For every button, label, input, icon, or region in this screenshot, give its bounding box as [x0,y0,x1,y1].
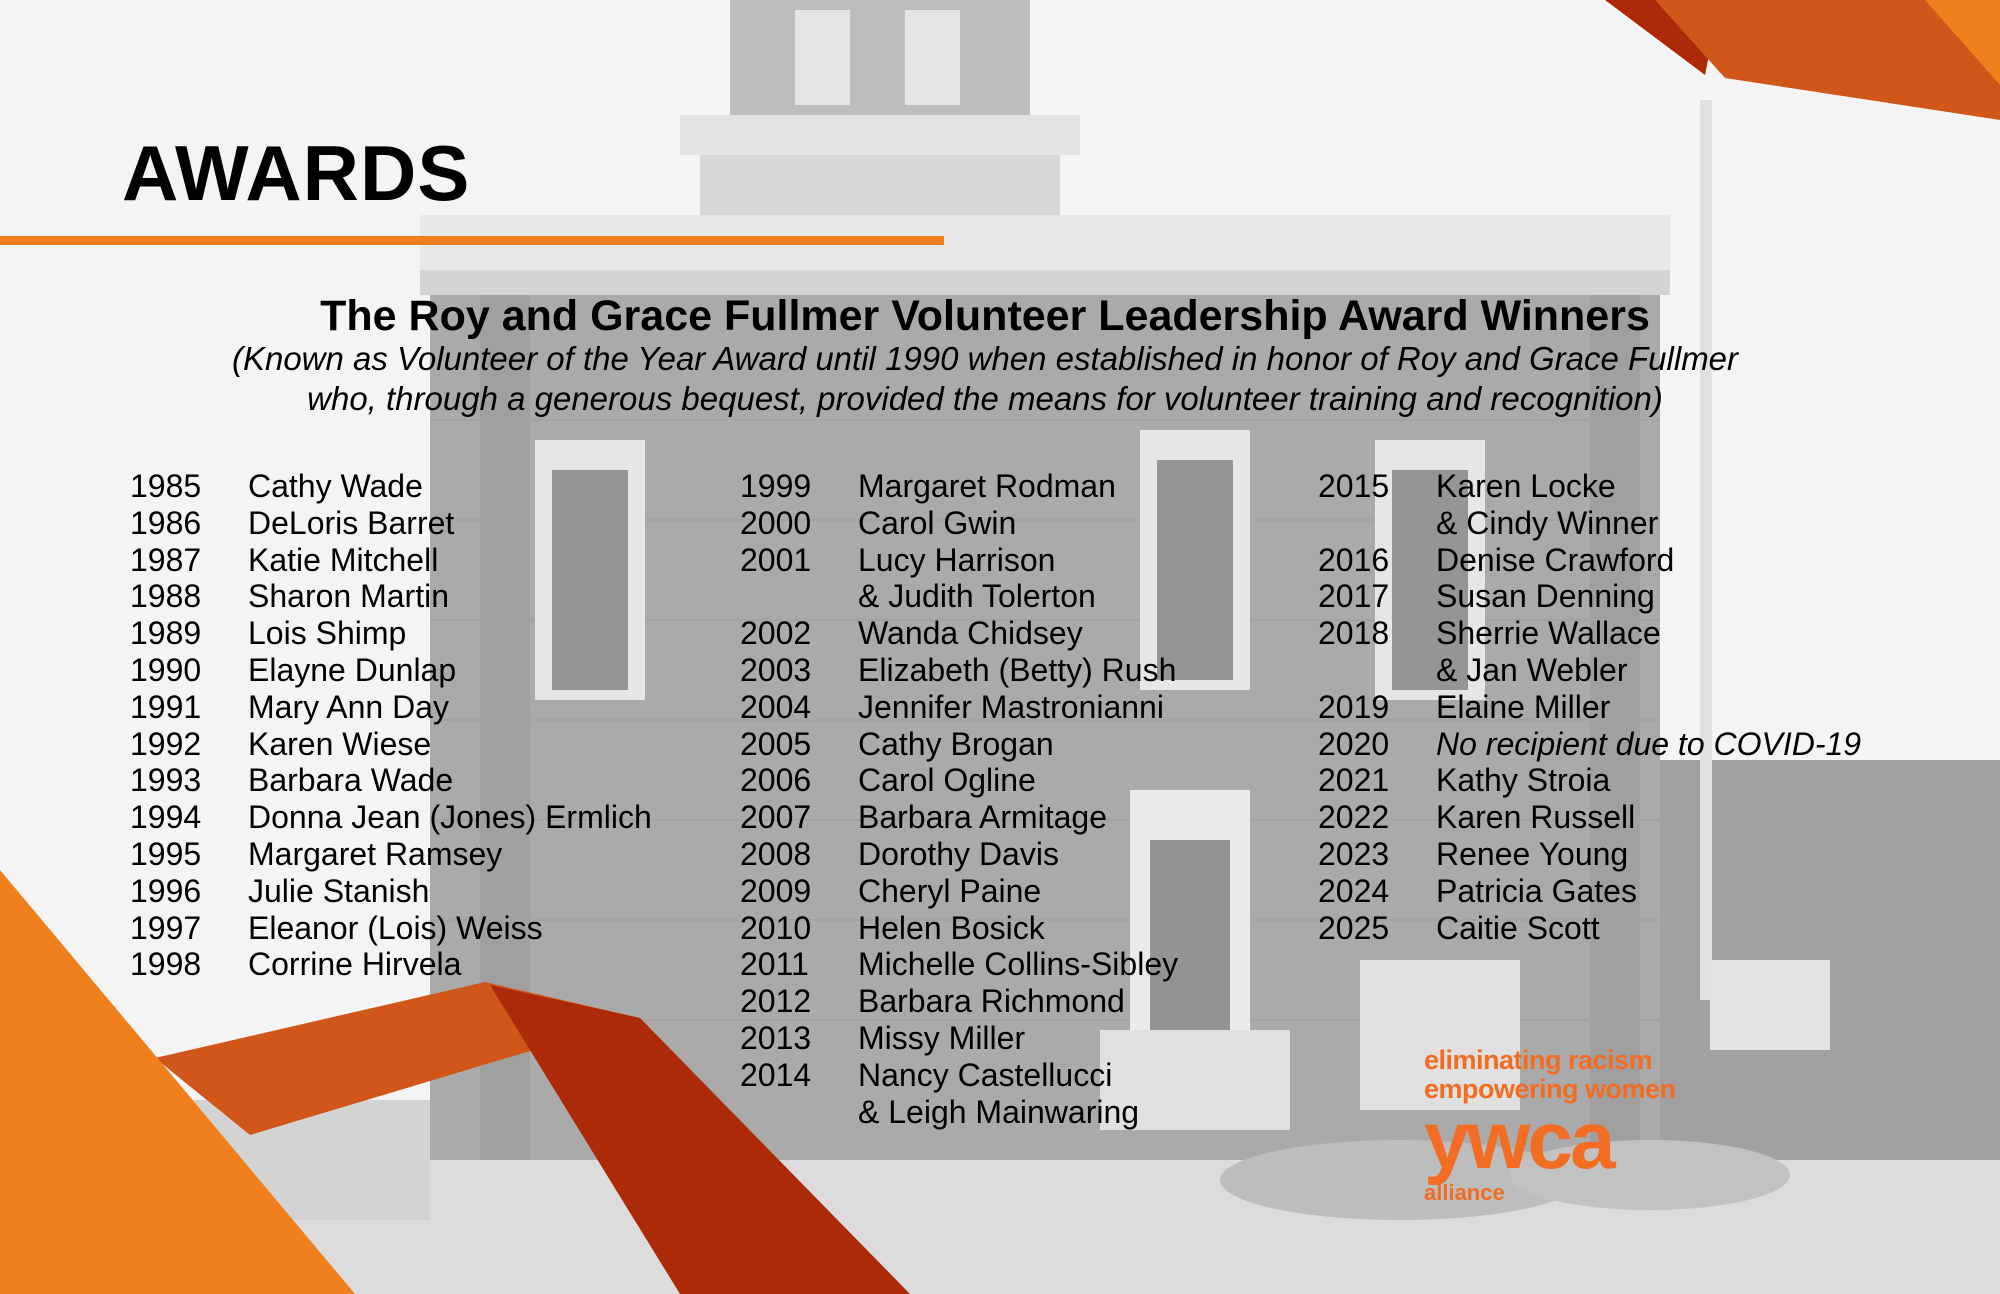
winner-name: No recipient due to COVID-19 [1436,725,1862,762]
winner-year: 1998 [130,946,202,983]
winner-name: Elaine Miller [1436,688,1611,725]
winner-row [1318,799,1861,836]
winner-name: Mary Ann Day [248,688,449,725]
winner-row [130,762,652,799]
winner-row [740,836,1178,873]
winner-row [740,726,1178,763]
winner-name: Susan Denning [1436,578,1655,615]
winner-name: Denise Crawford [1436,541,1675,578]
winner-name: Patricia Gates [1436,872,1637,909]
winner-year: 1995 [130,835,202,872]
winner-year: 2019 [1318,688,1390,725]
winner-name: Carol Gwin [858,504,1017,541]
winner-name: Helen Bosick [858,909,1045,946]
winner-name: & Leigh Mainwaring [858,1093,1140,1130]
winner-name: & Jan Webler [1436,651,1628,688]
winner-name: Cathy Brogan [858,725,1054,762]
winner-name: DeLoris Barret [248,504,455,541]
award-subtitle-line1: (Known as Volunteer of the Year Award until 1990 when established in honor of Roy and Grace Fullmer [231,340,1739,377]
logo-tagline-2: empowering women [1424,1074,1676,1104]
winner-name: Elizabeth (Betty) Rush [858,651,1177,688]
winner-year: 2012 [740,983,812,1020]
winner-name: Julie Stanish [248,872,430,909]
winner-row [740,652,1178,689]
winner-name: Lucy Harrison [858,541,1056,578]
winner-name: Dorothy Davis [858,835,1059,872]
winner-name: Margaret Rodman [858,468,1116,504]
winner-row [130,652,652,689]
winner-row [740,1020,1178,1057]
winner-row [130,578,652,615]
winner-row [1318,468,1861,505]
winner-name: Barbara Richmond [858,983,1125,1020]
winner-year: 2011 [740,946,809,983]
winner-row [130,505,652,542]
winner-row [1318,652,1861,689]
winner-year: 2013 [740,1019,812,1056]
winner-name: Caitie Scott [1436,909,1600,946]
winner-row [740,1057,1178,1094]
winner-name: Elayne Dunlap [248,651,457,688]
winner-name: Barbara Armitage [858,799,1108,836]
winner-year: 1993 [130,762,202,799]
winner-row [740,542,1178,579]
winner-name: Karen Russell [1436,799,1636,836]
winner-year: 1985 [130,468,202,504]
winner-name: Michelle Collins-Sibley [858,946,1179,983]
winner-year: 2006 [740,762,812,799]
winner-row [1318,873,1861,910]
winner-year: 2014 [740,1056,812,1093]
winner-name: & Judith Tolerton [858,578,1096,615]
winner-row [740,615,1178,652]
winner-year: 2007 [740,799,812,836]
winner-year: 2000 [740,504,812,541]
winner-year: 2002 [740,615,812,652]
winner-row [740,468,1178,505]
winner-year: 1986 [130,504,202,541]
winner-row [740,1094,1178,1131]
winner-row [1318,689,1861,726]
winner-year: 2004 [740,688,812,725]
winner-year: 1988 [130,578,202,615]
winner-year: 2015 [1318,468,1390,504]
winner-year: 2025 [1318,909,1390,946]
winner-year: 2020 [1318,725,1390,762]
winner-year: 2009 [740,872,812,909]
winner-name: Cheryl Paine [858,872,1042,909]
winner-year: 1996 [130,872,202,909]
winner-row [130,726,652,763]
winner-row [740,689,1178,726]
winner-row [130,910,652,947]
award-subtitle-line2: who, through a generous bequest, provided the means for volunteer training and recognition) [307,380,1663,417]
winner-row [740,762,1178,799]
logo-alliance: alliance [1424,1180,1505,1205]
winner-name: Katie Mitchell [248,541,439,578]
winner-name: Margaret Ramsey [248,835,503,872]
winner-year: 1987 [130,541,202,578]
winner-row [740,910,1178,947]
winner-name: & Cindy Winner [1436,504,1659,541]
winner-row [1318,836,1861,873]
heading-underline [0,236,944,245]
winner-row [130,836,652,873]
winner-year: 1994 [130,799,202,836]
winner-row [1318,726,1861,763]
winner-year: 2018 [1318,615,1390,652]
winner-year: 2001 [740,541,812,578]
winners-column-3 [1318,468,1861,946]
winner-row [1318,542,1861,579]
winner-row [130,946,652,983]
winner-row [130,468,652,505]
winner-year: 2010 [740,909,812,946]
winner-year: 1999 [740,468,812,504]
winner-name: Eleanor (Lois) Weiss [248,909,543,946]
winner-year: 2005 [740,725,812,762]
winner-name: Cathy Wade [248,468,423,504]
winner-name: Nancy Castellucci [858,1056,1113,1093]
winner-name: Wanda Chidsey [858,615,1083,652]
page-heading: AWARDS [122,129,471,217]
award-title: The Roy and Grace Fullmer Volunteer Leadership Award Winners [320,292,1650,340]
winner-year: 2008 [740,835,812,872]
winner-name: Barbara Wade [248,762,454,799]
winner-name: Karen Locke [1436,468,1616,504]
winner-year: 2021 [1318,762,1390,799]
winner-year: 2003 [740,651,812,688]
winner-row [740,505,1178,542]
winner-row [1318,762,1861,799]
winners-column-2 [740,468,1178,1130]
winner-row [740,946,1178,983]
winner-row [130,689,652,726]
logo-brand: ywca [1424,1095,1613,1186]
winner-year: 1997 [130,909,202,946]
winner-row [130,873,652,910]
winner-row [130,615,652,652]
winner-name: Kathy Stroia [1436,762,1611,799]
winner-year: 1990 [130,651,202,688]
winner-row [1318,578,1861,615]
winner-name: Corrine Hirvela [248,946,462,983]
winner-year: 2017 [1318,578,1390,615]
winner-name: Jennifer Mastronianni [858,688,1164,725]
winner-row [740,578,1178,615]
winner-name: Renee Young [1436,835,1629,872]
winner-row [740,873,1178,910]
winner-year: 1991 [130,688,202,725]
winner-row [130,542,652,579]
winners-column-1 [130,468,652,983]
winner-year: 2022 [1318,799,1390,836]
logo-tagline-1: eliminating racism [1424,1045,1653,1075]
winner-row [1318,910,1861,947]
winner-year: 2023 [1318,835,1390,872]
winner-name: Karen Wiese [248,725,432,762]
winner-year: 2016 [1318,541,1390,578]
ywca-logo [1424,1046,1676,1206]
winner-row [740,799,1178,836]
winner-year: 2024 [1318,872,1390,909]
winner-row [1318,505,1861,542]
winner-name: Carol Ogline [858,762,1036,799]
winner-row [740,983,1178,1020]
winner-name: Missy Miller [858,1019,1026,1056]
winner-name: Sherrie Wallace [1436,615,1661,652]
winner-row [130,799,652,836]
winner-name: Donna Jean (Jones) Ermlich [248,799,652,836]
winner-name: Lois Shimp [248,615,407,652]
winner-year: 1992 [130,725,202,762]
winner-row [1318,615,1861,652]
winner-name: Sharon Martin [248,578,449,615]
winner-year: 1989 [130,615,202,652]
